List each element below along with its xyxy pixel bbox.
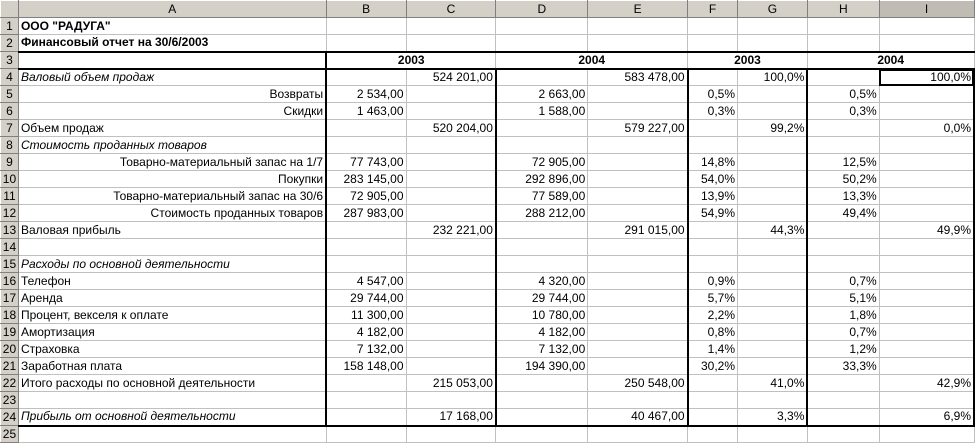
row-header[interactable]: 6	[1, 103, 19, 120]
table-row	[1, 137, 975, 154]
cell-d[interactable]: 1 588,00	[496, 103, 588, 120]
cell-f[interactable]: 0,5%	[688, 86, 738, 103]
cell-e[interactable]	[588, 103, 688, 120]
table-row	[1, 239, 975, 256]
cell-b[interactable]	[326, 392, 406, 409]
cell-d[interactable]: 7 132,00	[496, 341, 588, 358]
cell-c[interactable]	[406, 154, 496, 171]
cell-g[interactable]	[738, 273, 808, 290]
cell-b[interactable]: 4 547,00	[326, 273, 406, 290]
cell-b[interactable]	[326, 137, 406, 154]
cell-d[interactable]	[496, 18, 588, 35]
row-header[interactable]: 15	[1, 256, 19, 273]
cell-a[interactable]: Заработная плата	[18, 358, 326, 375]
cell-h[interactable]: 33,3%	[807, 358, 879, 375]
cell-b[interactable]	[326, 409, 406, 426]
cell-d[interactable]	[496, 426, 588, 443]
cell-f[interactable]	[688, 375, 738, 392]
cell-h[interactable]	[807, 69, 879, 86]
cell-e[interactable]	[588, 35, 688, 52]
cell-g[interactable]	[738, 18, 808, 35]
cell-b[interactable]: 72 905,00	[326, 188, 406, 205]
cell-h[interactable]	[807, 137, 879, 154]
cell-e[interactable]	[588, 256, 688, 273]
cell-h[interactable]	[807, 409, 879, 426]
table-row	[1, 392, 975, 409]
cell-b[interactable]: 1 463,00	[326, 103, 406, 120]
cell-e[interactable]	[588, 273, 688, 290]
cell-i[interactable]	[879, 188, 974, 205]
cell-h[interactable]: 1,8%	[807, 307, 879, 324]
table-row	[1, 120, 975, 137]
cell-i[interactable]	[879, 290, 974, 307]
row-header[interactable]: 5	[1, 86, 19, 103]
cell-i[interactable]	[879, 324, 974, 341]
table-row	[1, 222, 975, 239]
column-header-a[interactable]: A	[18, 1, 326, 18]
row-header[interactable]: 8	[1, 137, 19, 154]
cell-b[interactable]: 158 148,00	[326, 358, 406, 375]
row-header[interactable]: 12	[1, 205, 19, 222]
cell-i[interactable]	[879, 392, 974, 409]
cell-d[interactable]	[496, 392, 588, 409]
cell-a[interactable]	[18, 392, 326, 409]
cell-f[interactable]	[688, 35, 738, 52]
cell-c[interactable]	[406, 426, 496, 443]
cell-i[interactable]	[879, 86, 974, 103]
row-header[interactable]: 21	[1, 358, 19, 375]
cell-e[interactable]	[588, 290, 688, 307]
cell-g[interactable]	[738, 324, 808, 341]
cell-c[interactable]	[406, 307, 496, 324]
cell-c[interactable]: 520 204,00	[406, 120, 496, 137]
cell-c[interactable]	[406, 171, 496, 188]
cell-f[interactable]	[688, 18, 738, 35]
table-row	[1, 35, 975, 52]
cell-c[interactable]	[406, 324, 496, 341]
cell-g[interactable]: 3,3%	[738, 409, 808, 426]
cell-g[interactable]	[738, 154, 808, 171]
cell-f[interactable]: 2,2%	[688, 307, 738, 324]
cell-b[interactable]: 29 744,00	[326, 290, 406, 307]
cell-c[interactable]	[406, 256, 496, 273]
column-header-h[interactable]: H	[807, 1, 879, 18]
cell-a[interactable]: ООО "РАДУГА"	[18, 18, 326, 35]
cell-i[interactable]	[879, 307, 974, 324]
cell-g[interactable]	[738, 256, 808, 273]
cell-c[interactable]	[406, 86, 496, 103]
cell-b[interactable]	[326, 35, 406, 52]
table-row	[1, 188, 975, 205]
row-header[interactable]: 13	[1, 222, 19, 239]
cell-a[interactable]	[18, 426, 326, 443]
cell-d[interactable]	[496, 137, 588, 154]
cell-h[interactable]: 0,3%	[807, 103, 879, 120]
cell-f[interactable]: 1,4%	[688, 341, 738, 358]
cell-b[interactable]	[326, 375, 406, 392]
cell-b[interactable]	[326, 256, 406, 273]
cell-h[interactable]: 12,5%	[807, 154, 879, 171]
cell-a[interactable]: Валовая прибыль	[18, 222, 326, 239]
cell-f[interactable]	[688, 239, 738, 256]
cell-h[interactable]: 2004	[807, 52, 974, 69]
row-header[interactable]: 23	[1, 392, 19, 409]
cell-d[interactable]	[496, 69, 588, 86]
cell-g[interactable]: 99,2%	[738, 120, 808, 137]
cell-g[interactable]	[738, 307, 808, 324]
cell-i[interactable]	[879, 137, 974, 154]
cell-f[interactable]	[688, 137, 738, 154]
cell-e[interactable]	[588, 239, 688, 256]
cell-d[interactable]: 292 896,00	[496, 171, 588, 188]
cell-f[interactable]	[688, 392, 738, 409]
cell-b[interactable]: 4 182,00	[326, 324, 406, 341]
cell-i[interactable]	[879, 239, 974, 256]
cell-c[interactable]	[406, 18, 496, 35]
row-header[interactable]: 17	[1, 290, 19, 307]
table-row	[1, 290, 975, 307]
cell-e[interactable]	[588, 307, 688, 324]
cell-f[interactable]	[688, 409, 738, 426]
cell-b[interactable]	[326, 69, 406, 86]
cell-e[interactable]: 40 467,00	[588, 409, 688, 426]
cell-h[interactable]: 49,4%	[807, 205, 879, 222]
cell-a[interactable]: Телефон	[18, 273, 326, 290]
cell-b[interactable]	[326, 18, 406, 35]
cell-i[interactable]: 100,0%	[879, 69, 974, 86]
cell-a[interactable]: Товарно-материальный запас на 1/7	[18, 154, 326, 171]
cell-i[interactable]	[879, 205, 974, 222]
cell-d[interactable]	[496, 35, 588, 52]
cell-d[interactable]: 288 212,00	[496, 205, 588, 222]
cell-f[interactable]: 5,7%	[688, 290, 738, 307]
cell-g[interactable]	[738, 35, 808, 52]
cell-a[interactable]: Скидки	[18, 103, 326, 120]
cell-c[interactable]: 17 168,00	[406, 409, 496, 426]
row-header[interactable]: 25	[1, 426, 19, 443]
cell-a[interactable]: Аренда	[18, 290, 326, 307]
cell-a[interactable]: Процент, векселя к оплате	[18, 307, 326, 324]
table-row	[1, 324, 975, 341]
cell-i[interactable]	[879, 35, 974, 52]
row-header[interactable]: 22	[1, 375, 19, 392]
cell-c[interactable]	[406, 290, 496, 307]
cell-a[interactable]: Стоимость проданных товаров	[18, 137, 326, 154]
cell-h[interactable]	[807, 222, 879, 239]
cell-h[interactable]	[807, 392, 879, 409]
cell-d[interactable]	[496, 222, 588, 239]
row-header[interactable]: 4	[1, 69, 19, 86]
cell-b[interactable]: 77 743,00	[326, 154, 406, 171]
cell-b[interactable]	[326, 239, 406, 256]
cell-d[interactable]	[496, 120, 588, 137]
cell-h[interactable]	[807, 239, 879, 256]
row-header[interactable]: 18	[1, 307, 19, 324]
cell-g[interactable]	[738, 239, 808, 256]
table-row	[1, 103, 975, 120]
table-row	[1, 256, 975, 273]
cell-h[interactable]	[807, 18, 879, 35]
cell-g[interactable]	[738, 341, 808, 358]
row-header[interactable]: 10	[1, 171, 19, 188]
row-header[interactable]: 1	[1, 18, 19, 35]
table-row	[1, 69, 975, 86]
cell-b[interactable]: 2 534,00	[326, 86, 406, 103]
table-row	[1, 426, 975, 443]
row-header[interactable]: 2	[1, 35, 19, 52]
row-header[interactable]: 20	[1, 341, 19, 358]
cell-f[interactable]	[688, 256, 738, 273]
cell-b[interactable]: 11 300,00	[326, 307, 406, 324]
cell-g[interactable]: 41,0%	[738, 375, 808, 392]
cell-b[interactable]: 283 145,00	[326, 171, 406, 188]
cell-d[interactable]	[496, 409, 588, 426]
cell-g[interactable]	[738, 188, 808, 205]
row-header[interactable]: 9	[1, 154, 19, 171]
cell-h[interactable]	[807, 426, 879, 443]
cell-f[interactable]	[688, 222, 738, 239]
cell-c[interactable]	[406, 35, 496, 52]
cell-a[interactable]	[18, 52, 326, 69]
cell-i[interactable]: 49,9%	[879, 222, 974, 239]
cell-c[interactable]	[406, 358, 496, 375]
cell-d[interactable]: 4 320,00	[496, 273, 588, 290]
cell-i[interactable]: 6,9%	[879, 409, 974, 426]
cell-h[interactable]: 50,2%	[807, 171, 879, 188]
cell-d[interactable]: 77 589,00	[496, 188, 588, 205]
cell-e[interactable]	[588, 426, 688, 443]
grid-body	[1, 18, 975, 443]
cell-a[interactable]: Возвраты	[18, 86, 326, 103]
column-header-i[interactable]: I	[879, 1, 974, 18]
row-header[interactable]: 11	[1, 188, 19, 205]
cell-e[interactable]: 250 548,00	[588, 375, 688, 392]
cell-e[interactable]	[588, 86, 688, 103]
cell-f[interactable]: 30,2%	[688, 358, 738, 375]
column-header-g[interactable]: G	[738, 1, 808, 18]
table-row	[1, 18, 975, 35]
cell-g[interactable]	[738, 290, 808, 307]
select-all-corner[interactable]	[1, 1, 19, 18]
cell-a[interactable]: Покупки	[18, 171, 326, 188]
cell-c[interactable]: 232 221,00	[406, 222, 496, 239]
cell-e[interactable]	[588, 18, 688, 35]
row-header[interactable]: 24	[1, 409, 19, 426]
table-row	[1, 52, 975, 69]
cell-f[interactable]: 2003	[688, 52, 808, 69]
cell-a[interactable]: Страховка	[18, 341, 326, 358]
cell-i[interactable]	[879, 341, 974, 358]
cell-g[interactable]: 100,0%	[738, 69, 808, 86]
cell-f[interactable]: 54,9%	[688, 205, 738, 222]
cell-h[interactable]: 1,2%	[807, 341, 879, 358]
cell-h[interactable]: 13,3%	[807, 188, 879, 205]
table-row	[1, 171, 975, 188]
cell-h[interactable]: 0,5%	[807, 86, 879, 103]
cell-i[interactable]: 0,0%	[879, 120, 974, 137]
cell-a[interactable]: Валовый объем продаж	[18, 69, 326, 86]
cell-g[interactable]	[738, 86, 808, 103]
cell-a[interactable]: Финансовый отчет на 30/6/2003	[18, 35, 326, 52]
cell-a[interactable]: Объем продаж	[18, 120, 326, 137]
cell-g[interactable]	[738, 171, 808, 188]
cell-g[interactable]	[738, 426, 808, 443]
cell-i[interactable]	[879, 256, 974, 273]
cell-b[interactable]: 287 983,00	[326, 205, 406, 222]
cell-e[interactable]	[588, 341, 688, 358]
row-header[interactable]: 3	[1, 52, 19, 69]
cell-e[interactable]: 583 478,00	[588, 69, 688, 86]
cell-g[interactable]	[738, 358, 808, 375]
cell-h[interactable]	[807, 375, 879, 392]
cell-h[interactable]: 0,7%	[807, 324, 879, 341]
table-row	[1, 375, 975, 392]
cell-a[interactable]: Товарно-материальный запас на 30/6	[18, 188, 326, 205]
cell-a[interactable]: Прибыль от основной деятельности	[18, 409, 326, 426]
cell-h[interactable]: 5,1%	[807, 290, 879, 307]
cell-h[interactable]	[807, 120, 879, 137]
row-header[interactable]: 19	[1, 324, 19, 341]
cell-e[interactable]	[588, 171, 688, 188]
cell-g[interactable]: 44,3%	[738, 222, 808, 239]
cell-h[interactable]: 0,7%	[807, 273, 879, 290]
cell-g[interactable]	[738, 392, 808, 409]
cell-f[interactable]: 0,3%	[688, 103, 738, 120]
cell-i[interactable]	[879, 154, 974, 171]
cell-a[interactable]: Итого расходы по основной деятельности	[18, 375, 326, 392]
column-header-d[interactable]: D	[496, 1, 588, 18]
cell-f[interactable]	[688, 69, 738, 86]
cell-e[interactable]	[588, 392, 688, 409]
cell-f[interactable]: 14,8%	[688, 154, 738, 171]
cell-e[interactable]: 291 015,00	[588, 222, 688, 239]
table-row	[1, 341, 975, 358]
column-header-f[interactable]: F	[688, 1, 738, 18]
column-header-e[interactable]: E	[588, 1, 688, 18]
cell-d[interactable]: 4 182,00	[496, 324, 588, 341]
cell-d[interactable]	[496, 375, 588, 392]
row-header[interactable]: 16	[1, 273, 19, 290]
cell-d[interactable]: 2004	[496, 52, 688, 69]
cell-a[interactable]	[18, 239, 326, 256]
cell-f[interactable]: 0,9%	[688, 273, 738, 290]
cell-g[interactable]	[738, 103, 808, 120]
row-header[interactable]: 7	[1, 120, 19, 137]
cell-h[interactable]	[807, 256, 879, 273]
table-row	[1, 358, 975, 375]
table-row	[1, 86, 975, 103]
cell-e[interactable]	[588, 205, 688, 222]
row-header[interactable]: 14	[1, 239, 19, 256]
cell-f[interactable]	[688, 426, 738, 443]
cell-c[interactable]	[406, 273, 496, 290]
cell-i[interactable]	[879, 358, 974, 375]
cell-c[interactable]	[406, 205, 496, 222]
cell-c[interactable]	[406, 341, 496, 358]
cell-d[interactable]	[496, 239, 588, 256]
cell-i[interactable]	[879, 426, 974, 443]
cell-i[interactable]: 42,9%	[879, 375, 974, 392]
cell-b[interactable]	[326, 120, 406, 137]
cell-a[interactable]: Амортизация	[18, 324, 326, 341]
cell-d[interactable]: 2 663,00	[496, 86, 588, 103]
table-row	[1, 154, 975, 171]
cell-e[interactable]: 579 227,00	[588, 120, 688, 137]
cell-c[interactable]	[406, 392, 496, 409]
cell-d[interactable]: 72 905,00	[496, 154, 588, 171]
table-row	[1, 273, 975, 290]
cell-d[interactable]: 194 390,00	[496, 358, 588, 375]
cell-c[interactable]	[406, 103, 496, 120]
column-header-c[interactable]: C	[406, 1, 496, 18]
cell-h[interactable]	[807, 35, 879, 52]
cell-e[interactable]	[588, 137, 688, 154]
table-row	[1, 205, 975, 222]
cell-f[interactable]: 13,9%	[688, 188, 738, 205]
cell-g[interactable]	[738, 205, 808, 222]
cell-d[interactable]: 10 780,00	[496, 307, 588, 324]
table-row	[1, 409, 975, 426]
cell-c[interactable]	[406, 137, 496, 154]
cell-b[interactable]	[326, 426, 406, 443]
cell-a[interactable]: Стоимость проданных товаров	[18, 205, 326, 222]
cell-c[interactable]	[406, 239, 496, 256]
cell-g[interactable]	[738, 137, 808, 154]
column-header-b[interactable]: B	[326, 1, 406, 18]
cell-e[interactable]	[588, 358, 688, 375]
cell-d[interactable]: 29 744,00	[496, 290, 588, 307]
table-row	[1, 307, 975, 324]
cell-c[interactable]	[406, 188, 496, 205]
cell-f[interactable]: 0,8%	[688, 324, 738, 341]
cell-e[interactable]	[588, 324, 688, 341]
cell-b[interactable]	[326, 222, 406, 239]
cell-c[interactable]: 524 201,00	[406, 69, 496, 86]
cell-a[interactable]: Расходы по основной деятельности	[18, 256, 326, 273]
cell-f[interactable]: 54,0%	[688, 171, 738, 188]
cell-f[interactable]	[688, 120, 738, 137]
cell-e[interactable]	[588, 188, 688, 205]
cell-i[interactable]	[879, 103, 974, 120]
cell-b[interactable]: 7 132,00	[326, 341, 406, 358]
cell-i[interactable]	[879, 18, 974, 35]
cell-i[interactable]	[879, 171, 974, 188]
cell-i[interactable]	[879, 273, 974, 290]
cell-b[interactable]: 2003	[326, 52, 496, 69]
cell-c[interactable]: 215 053,00	[406, 375, 496, 392]
cell-e[interactable]	[588, 154, 688, 171]
cell-d[interactable]	[496, 256, 588, 273]
